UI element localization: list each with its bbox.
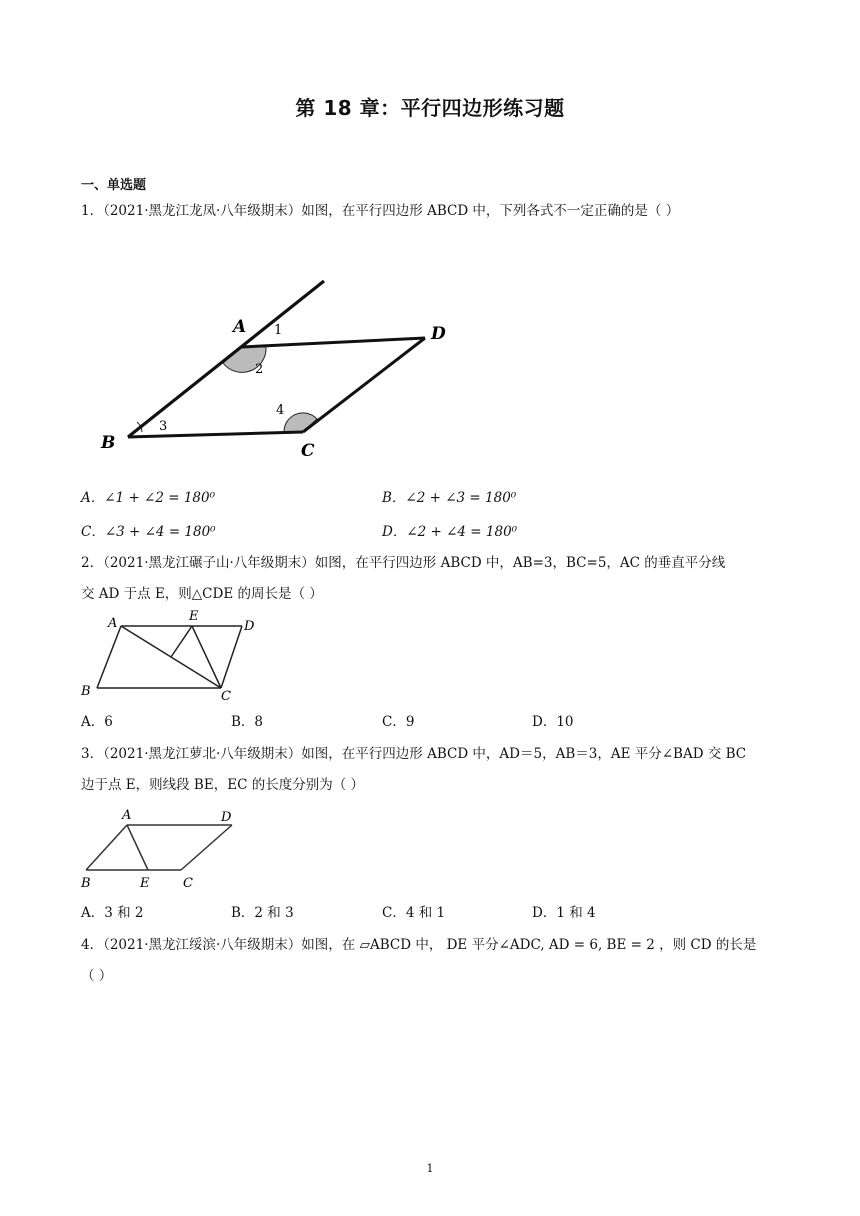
label-angle-2: 2	[255, 362, 264, 377]
segment-dc	[303, 338, 425, 432]
question-2-option-b[interactable]: B．8	[231, 714, 264, 730]
question-2-option-d[interactable]: D．10	[532, 714, 574, 730]
section-heading: 一、单选题	[81, 178, 147, 193]
question-1-figure	[95, 270, 475, 470]
q2-label-c: C	[221, 689, 231, 704]
label-c: C	[301, 441, 315, 461]
label-angle-3: 3	[159, 419, 168, 434]
q2-label-a: A	[108, 616, 118, 631]
angle-4-mark	[284, 413, 317, 432]
label-d: D	[431, 324, 446, 344]
page-title: 第 18 章：平行四边形练习题	[295, 96, 565, 120]
question-3-option-c[interactable]: C．4 和 1	[382, 905, 446, 921]
q3-label-d: D	[221, 810, 232, 825]
question-2-line-1: 2．（2021·黑龙江碾子山·八年级期末）如图，在平行四边形 ABCD 中，AB=3，BC=5，AC 的垂直平分线	[81, 555, 726, 571]
question-1-option-d[interactable]: D．∠2 + ∠4 = 180⁰	[382, 524, 518, 540]
question-1-option-c[interactable]: C．∠3 + ∠4 = 180⁰	[81, 524, 216, 540]
question-3-figure	[78, 804, 248, 894]
question-2-figure	[78, 608, 258, 704]
q3-label-b: B	[81, 876, 91, 891]
page-number: 1	[426, 1162, 434, 1175]
question-1-option-a[interactable]: A．∠1 + ∠2 = 180⁰	[81, 490, 216, 506]
label-angle-4: 4	[276, 403, 285, 418]
segment-bc	[128, 432, 303, 437]
question-3-option-a[interactable]: A．3 和 2	[81, 905, 144, 921]
question-2-line-2: 交 AD 于点 E，则△CDE 的周长是（ ）	[81, 586, 323, 602]
segment-ad	[242, 338, 425, 347]
q2-label-d: D	[244, 619, 255, 634]
q2-label-b: B	[81, 684, 91, 699]
question-4-line-1: 4．（2021·黑龙江绥滨·八年级期末）如图，在 ▱ABCD 中， DE 平分∠ADC, AD = 6, BE = 2 ，则 CD 的长是	[81, 937, 757, 953]
question-3-line-2: 边于点 E，则线段 BE，EC 的长度分别为（ ）	[81, 777, 364, 793]
q2-label-e: E	[189, 609, 199, 624]
question-3-option-d[interactable]: D．1 和 4	[532, 905, 596, 921]
q3-label-e: E	[140, 876, 150, 891]
question-2-option-a[interactable]: A．6	[81, 714, 113, 730]
question-2-option-c[interactable]: C．9	[382, 714, 415, 730]
question-3-option-b[interactable]: B．2 和 3	[231, 905, 294, 921]
line-ab-extended	[128, 281, 324, 437]
q3-label-c: C	[183, 876, 193, 891]
question-4-line-2: （ ）	[81, 968, 113, 984]
label-a: A	[233, 317, 247, 337]
label-angle-1: 1	[274, 323, 283, 338]
question-1-text: 1．（2021·黑龙江龙凤·八年级期末）如图，在平行四边形 ABCD 中，下列各式不一定正确的是（ ）	[81, 203, 680, 219]
question-1-option-b[interactable]: B．∠2 + ∠3 = 180⁰	[382, 490, 517, 506]
label-b: B	[101, 433, 116, 453]
q3-label-a: A	[122, 808, 132, 823]
question-3-line-1: 3．（2021·黑龙江萝北·八年级期末）如图，在平行四边形 ABCD 中，AD＝5，AB＝3，AE 平分∠BAD 交 BC	[81, 746, 747, 762]
